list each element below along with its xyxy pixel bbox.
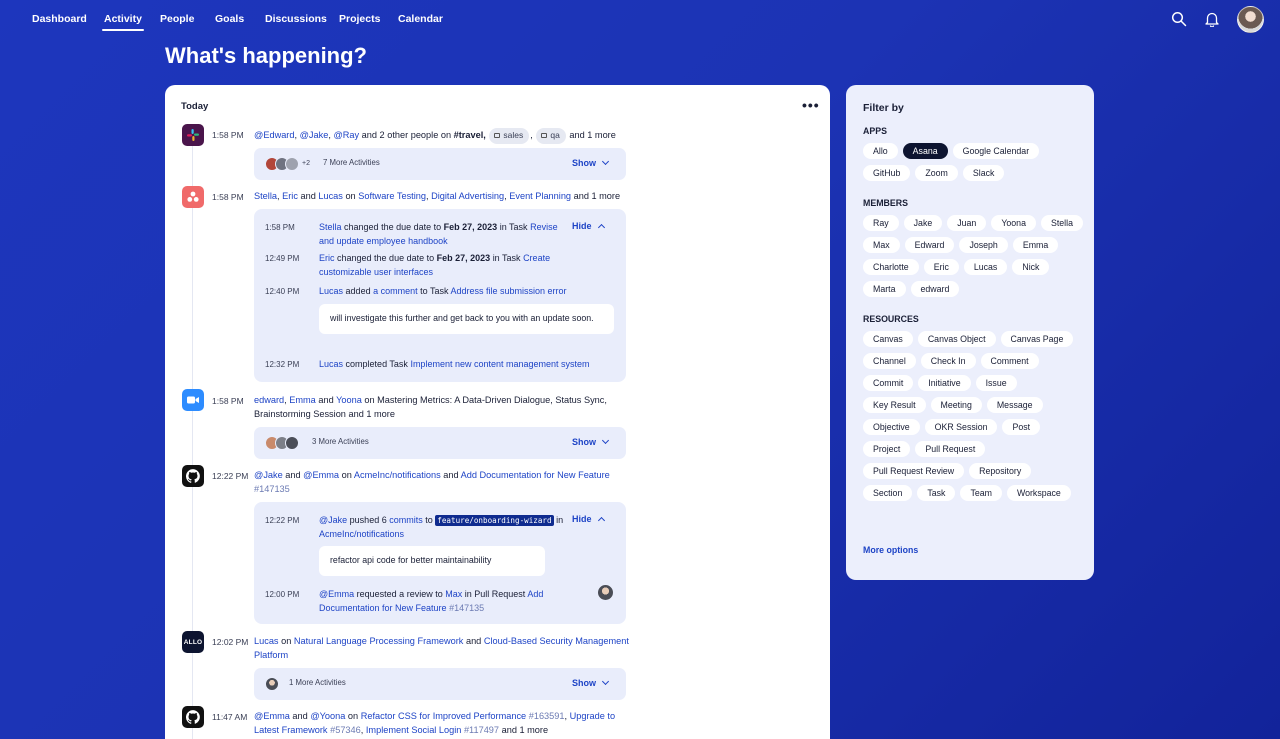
entry-summary: edward, Emma and Yoona on Mastering Metrics: A Data-Driven Dialogue, Status Sync, Brainstorming Session and 1 more	[254, 395, 607, 419]
hide-button[interactable]: Hide	[572, 514, 604, 524]
entry-text: and 1 more	[501, 724, 549, 735]
pr-link[interactable]: Add Documentation for New Feature	[460, 470, 610, 480]
resource-filter-chip[interactable]: Check In	[921, 353, 976, 369]
user-avatar[interactable]	[1237, 6, 1264, 33]
activity-time: 1:58 PM	[265, 223, 295, 232]
entry-time: 1:58 PM	[212, 192, 244, 202]
entry-summary: @Emma and @Yoona on Refactor CSS for Improved Performance #163591, Upgrade to Latest Framework #57346, Implement Social Login #117497 and 1 more	[254, 711, 616, 735]
commit-message: refactor api code for better maintainability	[319, 546, 545, 576]
member-filter-chip[interactable]: Ray	[863, 215, 899, 231]
app-filter-chip[interactable]: Slack	[963, 165, 1005, 181]
person-link[interactable]: Lucas	[319, 359, 344, 369]
task-link[interactable]: Implement new content management system	[410, 359, 590, 369]
filter-panel	[846, 85, 1094, 580]
app-filter-chip[interactable]: GitHub	[863, 165, 910, 181]
chevron-down-icon	[602, 158, 609, 165]
resource-filter-chip[interactable]: Pull Request	[915, 441, 985, 457]
members-heading: MEMBERS	[863, 198, 908, 208]
show-button[interactable]: Show	[572, 437, 608, 447]
collapsed-activities[interactable]	[254, 668, 626, 700]
nav-discussions[interactable]: Discussions	[265, 13, 327, 25]
member-filter-chip[interactable]: Jake	[904, 215, 943, 231]
chevron-up-icon	[597, 517, 604, 524]
apps-chip-list	[863, 143, 1083, 181]
resource-filter-chip[interactable]: Project	[863, 441, 910, 457]
pr-number[interactable]: #163591	[528, 711, 565, 721]
bell-icon[interactable]	[1204, 11, 1220, 27]
member-filter-chip[interactable]: Lucas	[964, 259, 1007, 275]
resource-filter-chip[interactable]: Commit	[863, 375, 913, 391]
activity-text: Lucas added a comment to Task Address file submission error	[319, 286, 567, 296]
mention-link[interactable]: @Jake	[299, 130, 329, 140]
pr-link[interactable]: Refactor CSS for Improved Performance	[360, 711, 527, 721]
person-link[interactable]: Max	[445, 589, 463, 599]
project-link[interactable]: Software Testing	[358, 191, 426, 201]
mention-link[interactable]: @Yoona	[310, 711, 346, 721]
resource-filter-chip[interactable]: Post	[1002, 419, 1040, 435]
expanded-activities	[254, 502, 626, 624]
nav-goals[interactable]: Goals	[215, 13, 245, 25]
member-filter-chip[interactable]: Juan	[947, 215, 986, 231]
more-activities-label: 7 More Activities	[323, 158, 380, 167]
member-filter-chip[interactable]: Nick	[1012, 259, 1049, 275]
activity-feed	[165, 85, 830, 739]
comment-bubble: will investigate this further and get back to you with an update soon.	[319, 304, 614, 334]
person-link[interactable]: Stella	[319, 222, 342, 232]
resource-filter-chip[interactable]: Comment	[981, 353, 1039, 369]
project-link[interactable]: Event Planning	[509, 191, 572, 201]
channel-name[interactable]: #travel,	[453, 130, 486, 140]
activity-text: @Jake pushed 6 commits to feature/onboarding-wizard in AcmeInc/notifications	[319, 515, 564, 539]
project-link[interactable]: Digital Advertising	[431, 191, 505, 201]
more-menu-icon[interactable]: •••	[802, 97, 820, 113]
channel-tag[interactable]: sales	[489, 128, 529, 144]
activity-text: @Emma requested a review to Max in Pull Request Add Documentation for New Feature #147135	[319, 589, 544, 613]
member-filter-chip[interactable]: Joseph	[959, 237, 1007, 253]
project-link[interactable]: Natural Language Processing Framework	[293, 636, 464, 646]
resource-filter-chip[interactable]: Message	[987, 397, 1043, 413]
person-link[interactable]: Eric	[319, 253, 335, 263]
activity-time: 12:22 PM	[265, 516, 300, 525]
avatar	[285, 436, 299, 450]
avatar	[265, 677, 279, 691]
person-link[interactable]: edward	[254, 395, 285, 405]
task-link[interactable]: Revise and update employee handbook	[319, 222, 558, 246]
collapsed-activities[interactable]	[254, 148, 626, 180]
entry-summary: @Jake and @Emma on AcmeInc/notifications and Add Documentation for New Feature #147135	[254, 470, 610, 494]
pr-number[interactable]: #147135	[254, 483, 290, 494]
nav-projects[interactable]: Projects	[339, 13, 381, 25]
person-link[interactable]: Yoona	[336, 395, 362, 405]
mention-link[interactable]: @Emma	[303, 470, 340, 480]
resource-filter-chip[interactable]: Objective	[863, 419, 920, 435]
members-chip-list	[863, 215, 1083, 297]
entry-summary: Lucas on Natural Language Processing Framework and Cloud-Based Security Management Platform	[254, 636, 629, 660]
more-options-link[interactable]: More options	[863, 545, 919, 555]
expanded-activities	[254, 209, 626, 382]
nav-dashboard[interactable]: Dashboard	[32, 13, 87, 25]
more-activities-label: 1 More Activities	[289, 678, 346, 687]
mention-link[interactable]: @Jake	[254, 470, 283, 480]
member-filter-chip[interactable]: Charlotte	[863, 259, 919, 275]
member-filter-chip[interactable]: Stella	[1041, 215, 1083, 231]
chevron-up-icon	[597, 224, 604, 231]
mention-link[interactable]: @Edward	[254, 130, 295, 140]
reviewer-avatar	[598, 585, 613, 600]
pr-number[interactable]: #57346	[330, 724, 361, 735]
activity-text: Eric changed the due date to Feb 27, 2023 in Task Create customizable user interfaces	[319, 253, 551, 277]
entry-text: and 1 more	[569, 130, 616, 140]
entry-text: and 2 other people on	[361, 130, 452, 140]
github-icon	[182, 706, 204, 728]
entry-text: and 1 more	[348, 408, 395, 419]
resources-heading: RESOURCES	[863, 314, 919, 324]
activity-text: Lucas completed Task Implement new content management system	[319, 359, 590, 369]
entry-time: 11:47 AM	[212, 712, 248, 722]
mention-link[interactable]: @Jake	[319, 515, 348, 525]
resource-filter-chip[interactable]: Section	[863, 485, 912, 501]
resource-filter-chip[interactable]: Canvas Object	[918, 331, 996, 347]
entry-text: and 1 more	[573, 191, 621, 201]
resources-chip-list	[863, 331, 1083, 501]
resource-filter-chip[interactable]: Team	[960, 485, 1002, 501]
resource-filter-chip[interactable]: Channel	[863, 353, 916, 369]
person-link[interactable]: Emma	[289, 395, 316, 405]
collapsed-activities[interactable]	[254, 427, 626, 459]
chevron-down-icon	[602, 437, 609, 444]
pr-number[interactable]: #117497	[463, 724, 500, 735]
show-button[interactable]: Show	[572, 158, 608, 168]
member-filter-chip[interactable]: edward	[911, 281, 960, 297]
entry-time: 12:22 PM	[212, 471, 249, 481]
avatar-stack	[265, 157, 310, 171]
activity-time: 12:49 PM	[265, 254, 300, 263]
hide-button[interactable]: Hide	[572, 221, 604, 231]
zoom-icon	[182, 389, 204, 411]
resource-filter-chip[interactable]: Meeting	[931, 397, 982, 413]
page-title: What's happening?	[165, 43, 367, 68]
activity-time: 12:32 PM	[265, 360, 300, 369]
entry-time: 1:58 PM	[212, 396, 244, 406]
asana-icon	[182, 186, 204, 208]
resource-filter-chip[interactable]: Canvas	[863, 331, 913, 347]
member-filter-chip[interactable]: Yoona	[991, 215, 1036, 231]
member-filter-chip[interactable]: Emma	[1013, 237, 1058, 253]
nav-people[interactable]: People	[160, 13, 195, 25]
search-icon[interactable]	[1171, 11, 1187, 27]
resource-filter-chip[interactable]: Canvas Page	[1001, 331, 1074, 347]
nav-activity[interactable]: Activity	[104, 13, 142, 25]
meeting-titles[interactable]: Mastering Metrics: A Data-Driven Dialogue, Status Sync, Brainstorming Session	[254, 395, 607, 419]
resource-filter-chip[interactable]: Workspace	[1007, 485, 1071, 501]
entry-time: 12:02 PM	[212, 637, 249, 647]
show-button[interactable]: Show	[572, 678, 608, 688]
nav-calendar[interactable]: Calendar	[398, 13, 443, 25]
top-nav	[0, 0, 1280, 40]
resource-filter-chip[interactable]: Pull Request Review	[863, 463, 964, 479]
apps-heading: APPS	[863, 126, 887, 136]
pr-link[interactable]: Implement Social Login	[365, 724, 462, 735]
project-link[interactable]: Cloud-Based Security Management Platform	[254, 636, 629, 660]
lock-icon	[541, 133, 547, 138]
person-link[interactable]: Stella	[254, 191, 277, 201]
resource-filter-chip[interactable]: Issue	[976, 375, 1017, 391]
activity-time: 12:00 PM	[265, 590, 300, 599]
person-link[interactable]: Eric	[282, 191, 298, 201]
mention-link[interactable]: @Emma	[254, 711, 290, 721]
pr-number[interactable]: #147135	[449, 602, 485, 613]
member-filter-chip[interactable]: Max	[863, 237, 900, 253]
section-today: Today	[181, 101, 209, 112]
repo-link[interactable]: AcmeInc/notifications	[353, 470, 441, 480]
avatar-overflow: +2	[302, 160, 310, 167]
repo-link[interactable]: AcmeInc/notifications	[319, 528, 405, 539]
task-link[interactable]: Create customizable user interfaces	[319, 253, 551, 277]
app-filter-chip[interactable]: Google Calendar	[953, 143, 1040, 159]
avatar	[285, 157, 299, 171]
member-filter-chip[interactable]: Edward	[905, 237, 955, 253]
filter-title: Filter by	[863, 102, 904, 114]
activity-time: 12:40 PM	[265, 287, 300, 296]
mention-link[interactable]: @Emma	[319, 589, 355, 599]
branch-name[interactable]: feature/onboarding-wizard	[437, 516, 552, 525]
pr-link[interactable]: Add Documentation for New Feature	[319, 589, 544, 613]
avatar-stack	[265, 436, 295, 450]
avatar-stack	[265, 677, 275, 691]
channel-tag[interactable]: qa	[536, 128, 565, 144]
chevron-down-icon	[602, 678, 609, 685]
pr-link[interactable]: Upgrade to Latest Framework	[254, 711, 616, 735]
app-filter-chip[interactable]: Allo	[863, 143, 898, 159]
entry-summary: @Edward, @Jake, @Ray and 2 other people on #travel, sales , qa and 1 more	[254, 128, 616, 144]
lock-icon	[494, 133, 500, 138]
mention-link[interactable]: @Ray	[333, 130, 360, 140]
resource-filter-chip[interactable]: Task	[917, 485, 955, 501]
app-filter-chip[interactable]: Zoom	[915, 165, 958, 181]
member-filter-chip[interactable]: Marta	[863, 281, 906, 297]
person-link[interactable]: Lucas	[319, 286, 344, 296]
comment-link[interactable]: a comment	[373, 286, 418, 296]
activity-text: Stella changed the due date to Feb 27, 2023 in Task Revise and update employee handbook	[319, 222, 558, 246]
entry-summary: Stella, Eric and Lucas on Software Testing, Digital Advertising, Event Planning and 1 more	[254, 191, 621, 201]
resource-filter-chip[interactable]: Initiative	[918, 375, 970, 391]
resource-filter-chip[interactable]: Key Result	[863, 397, 926, 413]
person-link[interactable]: Lucas	[318, 191, 343, 201]
resource-filter-chip[interactable]: Repository	[969, 463, 1031, 479]
more-activities-label: 3 More Activities	[312, 437, 369, 446]
task-link[interactable]: Address file submission error	[450, 286, 567, 296]
commits-link[interactable]: commits	[389, 515, 423, 525]
app-filter-chip[interactable]: Asana	[903, 143, 948, 159]
entry-time: 1:58 PM	[212, 130, 244, 140]
person-link[interactable]: Lucas	[254, 636, 279, 646]
allo-icon: ALLO	[182, 631, 204, 653]
resource-filter-chip[interactable]: OKR Session	[925, 419, 998, 435]
slack-icon	[182, 124, 204, 146]
member-filter-chip[interactable]: Eric	[924, 259, 959, 275]
github-icon	[182, 465, 204, 487]
